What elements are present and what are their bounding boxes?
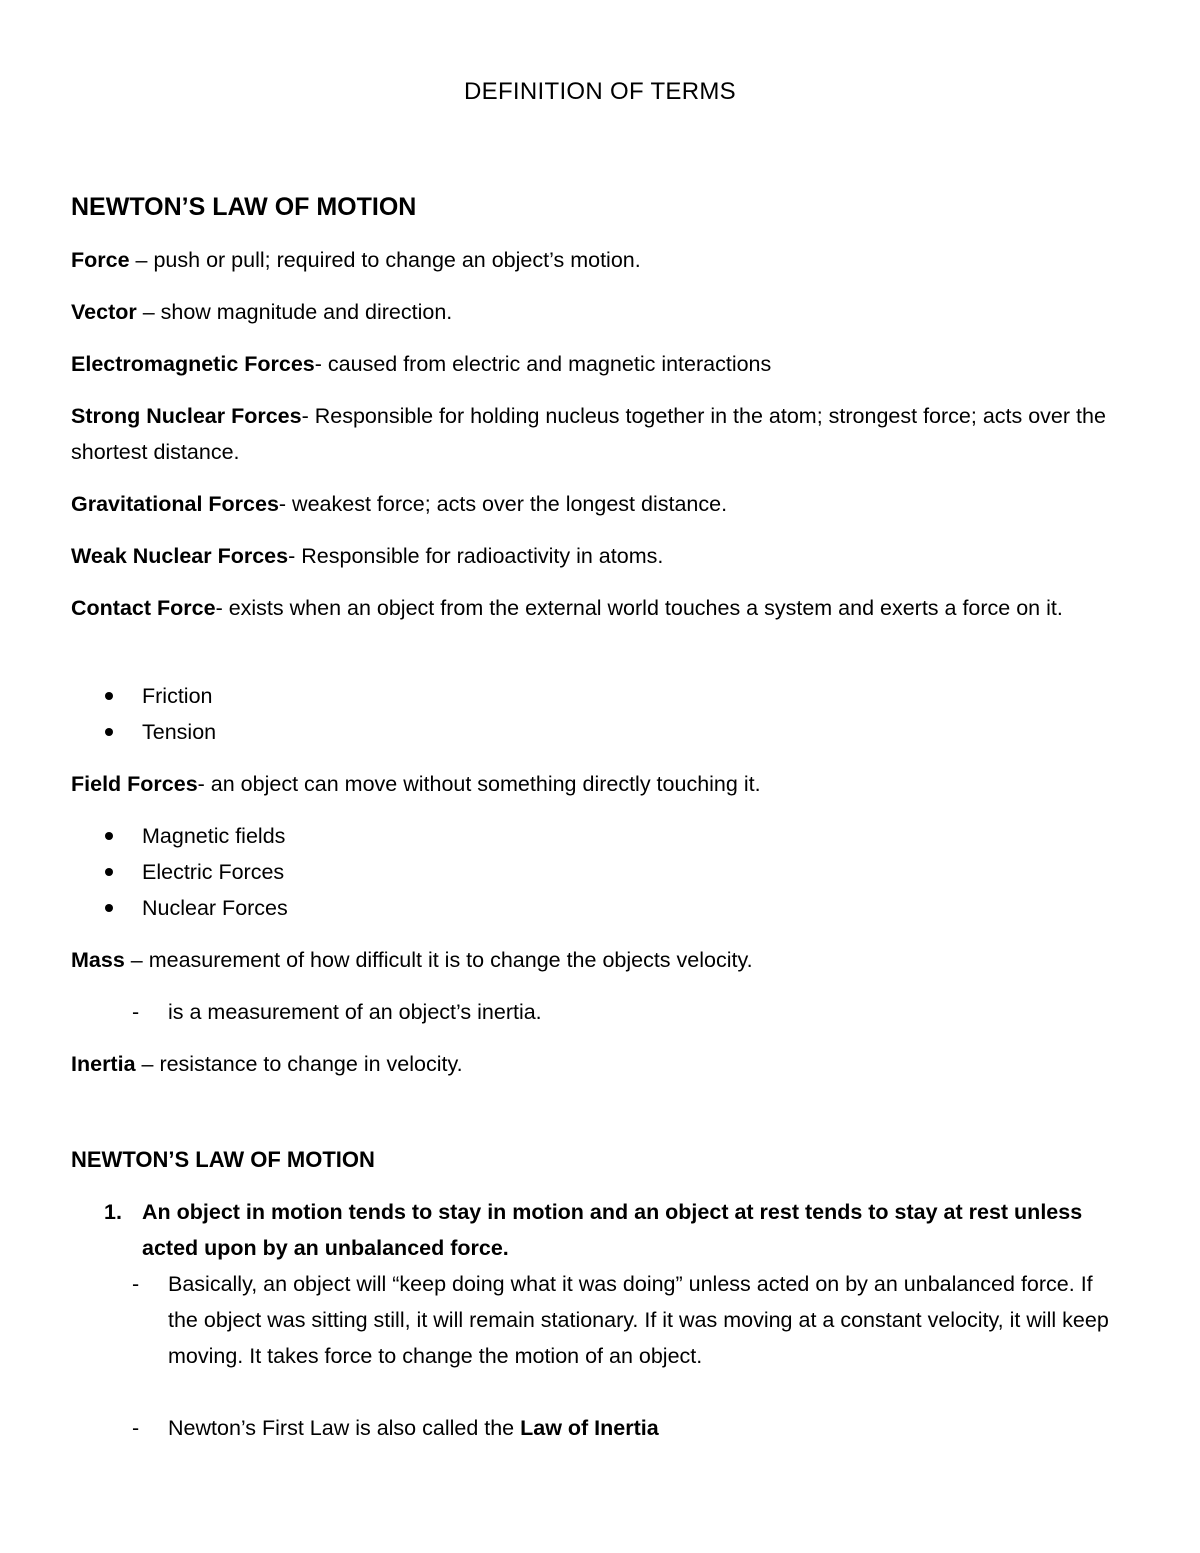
term-separator: – xyxy=(124,948,149,972)
term-separator: – xyxy=(135,1052,160,1076)
list-item xyxy=(71,818,288,854)
term-separator: - xyxy=(288,544,302,568)
term-label: Weak Nuclear Forces xyxy=(71,544,289,568)
bullet-icon xyxy=(105,868,113,876)
list-item-text: Electric Forces xyxy=(142,860,285,884)
definition-text: Responsible for holding nucleus together in the atom; strongest force; acts over the shortest distance. xyxy=(71,404,1106,464)
term-label: Field Forces xyxy=(71,772,198,796)
definition-text: push or pull; required to change an object’s motion. xyxy=(153,248,641,272)
term-separator: – xyxy=(136,300,161,324)
field-force-examples xyxy=(71,818,288,926)
term-label: Vector xyxy=(71,300,137,324)
law-1-alias xyxy=(132,1410,1128,1446)
definition-text: caused from electric and magnetic interactions xyxy=(327,352,772,376)
list-item xyxy=(71,714,216,750)
definition-text: weakest force; acts over the longest distance. xyxy=(292,492,728,516)
term-label: Contact Force xyxy=(71,596,216,620)
section-heading-laws: NEWTON’S LAW OF MOTION xyxy=(71,1147,375,1172)
definition-mass xyxy=(71,942,1131,978)
list-item-text: Newton’s First Law is also called the xyxy=(168,1416,521,1440)
term-label: Strong Nuclear Forces xyxy=(71,404,302,428)
term-label: Mass xyxy=(71,948,125,972)
definition-strong-nuclear-forces xyxy=(71,398,1131,470)
list-item-text: Friction xyxy=(142,684,213,708)
list-number: 1. xyxy=(104,1200,122,1224)
definition-text: resistance to change in velocity. xyxy=(159,1052,463,1076)
definition-text: an object can move without something directly touching it. xyxy=(210,772,761,796)
term-separator: – xyxy=(129,248,154,272)
term-label: Gravitational Forces xyxy=(71,492,279,516)
definition-electromagnetic-forces xyxy=(71,346,1131,382)
term-separator: - xyxy=(278,492,293,516)
list-item-text: Magnetic fields xyxy=(142,824,286,848)
section-heading-definitions: NEWTON’S LAW OF MOTION xyxy=(71,193,417,221)
list-item-text: Nuclear Forces xyxy=(142,896,288,920)
list-item-text: Basically, an object will “keep doing what it was doing” unless acted on by an unbalanced force. If the object was sitting still, it will remain stationary. If it was moving at a constant velocity, it will keep moving. It takes force to change the motion of an object. xyxy=(168,1272,1109,1368)
term-separator: - xyxy=(197,772,211,796)
term-separator: - xyxy=(314,352,328,376)
contact-force-examples xyxy=(71,678,216,750)
definition-text: Responsible for radioactivity in atoms. xyxy=(301,544,664,568)
dash-marker: - xyxy=(132,1272,140,1296)
bullet-icon xyxy=(105,904,113,912)
dash-marker: - xyxy=(132,1416,140,1440)
term-label: Inertia xyxy=(71,1052,136,1076)
definition-force xyxy=(71,242,1131,278)
term-separator: - xyxy=(215,596,229,620)
definition-inertia xyxy=(71,1046,1131,1082)
document-title: DEFINITION OF TERMS xyxy=(464,78,736,105)
definition-text: exists when an object from the external world touches a system and exerts a force on it. xyxy=(228,596,1063,620)
definition-gravitational-forces xyxy=(71,486,1131,522)
definition-contact-force xyxy=(71,590,1131,626)
law-1-explanation xyxy=(132,1266,1128,1374)
definition-weak-nuclear-forces xyxy=(71,538,1131,574)
definition-text: show magnitude and direction. xyxy=(160,300,453,324)
definition-field-forces xyxy=(71,766,1131,802)
definition-vector xyxy=(71,294,1131,330)
term-label: Electromagnetic Forces xyxy=(71,352,315,376)
bullet-icon xyxy=(105,728,113,736)
list-item-text: Tension xyxy=(142,720,217,744)
dash-marker: - xyxy=(132,1000,140,1024)
law-text: An object in motion tends to stay in motion and an object at rest tends to stay at rest unless acted upon by an unbalanced force. xyxy=(142,1200,1083,1260)
definition-text: measurement of how difficult it is to change the objects velocity. xyxy=(148,948,753,972)
law-of-inertia-label: Law of Inertia xyxy=(520,1416,659,1440)
list-item xyxy=(71,890,288,926)
list-item-text: is a measurement of an object’s inertia. xyxy=(168,1000,542,1024)
list-item xyxy=(71,678,216,714)
list-item xyxy=(71,854,288,890)
bullet-icon xyxy=(105,692,113,700)
term-separator: - xyxy=(301,404,315,428)
term-label: Force xyxy=(71,248,130,272)
law-1-statement xyxy=(104,1194,1132,1266)
bullet-icon xyxy=(105,832,113,840)
mass-note xyxy=(132,994,542,1030)
